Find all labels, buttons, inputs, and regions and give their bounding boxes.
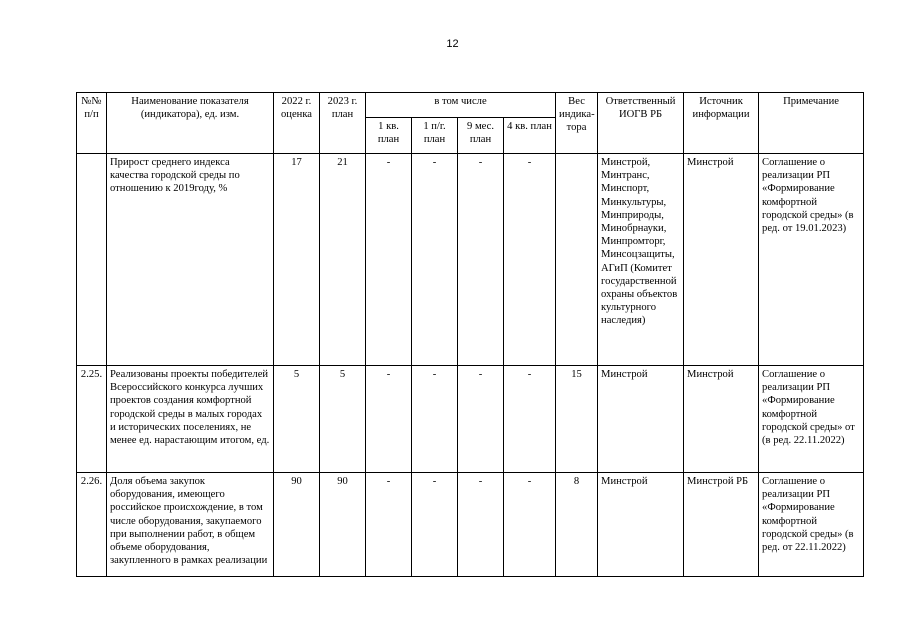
cell-note: Соглашение о реализации РП «Формирование комфортной городской среды» (в ред. от 19.01.2023) bbox=[759, 154, 864, 366]
cell-weight: 15 bbox=[556, 366, 598, 473]
table-row bbox=[77, 366, 864, 473]
header-q4: 4 кв. план bbox=[504, 118, 556, 154]
cell-source: Минстрой РБ bbox=[684, 473, 759, 577]
cell-responsible: Минстрой, Минтранс, Минспорт, Минкультуры, Минприроды, Минобрнауки, Минпромторг, Минсоцзащиты, АГиП (Комитет государственной охраны объектов культурного наследия) bbox=[598, 154, 684, 366]
cell-2022: 17 bbox=[274, 154, 320, 366]
header-h1: 1 п/г. план bbox=[412, 118, 458, 154]
page-number: 12 bbox=[446, 38, 459, 50]
cell-9m: - bbox=[458, 366, 504, 473]
indicators-table bbox=[76, 92, 864, 577]
header-responsible: Ответственный ИОГВ РБ bbox=[598, 93, 684, 154]
cell-source: Минстрой bbox=[684, 154, 759, 366]
header-q1: 1 кв. план bbox=[366, 118, 412, 154]
header-source: Источник информации bbox=[684, 93, 759, 154]
cell-note: Соглашение о реализации РП «Формирование комфортной городской среды» (в ред. от 22.11.2022) bbox=[759, 473, 864, 577]
cell-q4: - bbox=[504, 366, 556, 473]
cell-responsible: Минстрой bbox=[598, 366, 684, 473]
cell-note: Соглашение о реализации РП «Формирование комфортной городской среды» от (в ред. 22.11.2022) bbox=[759, 366, 864, 473]
header-weight: Вес индика-тора bbox=[556, 93, 598, 154]
header-2023: 2023 г. план bbox=[320, 93, 366, 154]
cell-source: Минстрой bbox=[684, 366, 759, 473]
cell-h1: - bbox=[412, 366, 458, 473]
cell-num bbox=[77, 154, 107, 366]
cell-weight bbox=[556, 154, 598, 366]
cell-q1: - bbox=[366, 154, 412, 366]
cell-name: Доля объема закупок оборудования, имеющего российское происхождение, в том числе оборудования, закупаемого при выполнении работ, в общем объеме оборудования, закупленного в рамках реализации bbox=[107, 473, 274, 577]
cell-2022: 90 bbox=[274, 473, 320, 577]
cell-2022: 5 bbox=[274, 366, 320, 473]
cell-2023: 90 bbox=[320, 473, 366, 577]
table-row bbox=[77, 473, 864, 577]
cell-q4: - bbox=[504, 154, 556, 366]
cell-h1: - bbox=[412, 154, 458, 366]
cell-9m: - bbox=[458, 473, 504, 577]
cell-name: Реализованы проекты победителей Всероссийского конкурса лучших проектов создания комфортной городской среды в малых городах и исторических поселениях, не менее ед. нарастающим итогом, ед. bbox=[107, 366, 274, 473]
cell-q4: - bbox=[504, 473, 556, 577]
header-num: №№ п/п bbox=[77, 93, 107, 154]
header-including: в том числе bbox=[366, 93, 556, 118]
cell-num: 2.26. bbox=[77, 473, 107, 577]
cell-responsible: Минстрой bbox=[598, 473, 684, 577]
cell-q1: - bbox=[366, 366, 412, 473]
header-note: Примечание bbox=[759, 93, 864, 154]
header-9m: 9 мес. план bbox=[458, 118, 504, 154]
cell-weight: 8 bbox=[556, 473, 598, 577]
cell-2023: 5 bbox=[320, 366, 366, 473]
header-2022: 2022 г. оценка bbox=[274, 93, 320, 154]
table-header bbox=[77, 93, 864, 154]
cell-num: 2.25. bbox=[77, 366, 107, 473]
cell-2023: 21 bbox=[320, 154, 366, 366]
table-row bbox=[77, 154, 864, 366]
cell-h1: - bbox=[412, 473, 458, 577]
cell-name: Прирост среднего индекса качества городской среды по отношению к 2019году, % bbox=[107, 154, 274, 366]
header-name: Наименование показателя (индикатора), ед. изм. bbox=[107, 93, 274, 154]
cell-9m: - bbox=[458, 154, 504, 366]
cell-q1: - bbox=[366, 473, 412, 577]
